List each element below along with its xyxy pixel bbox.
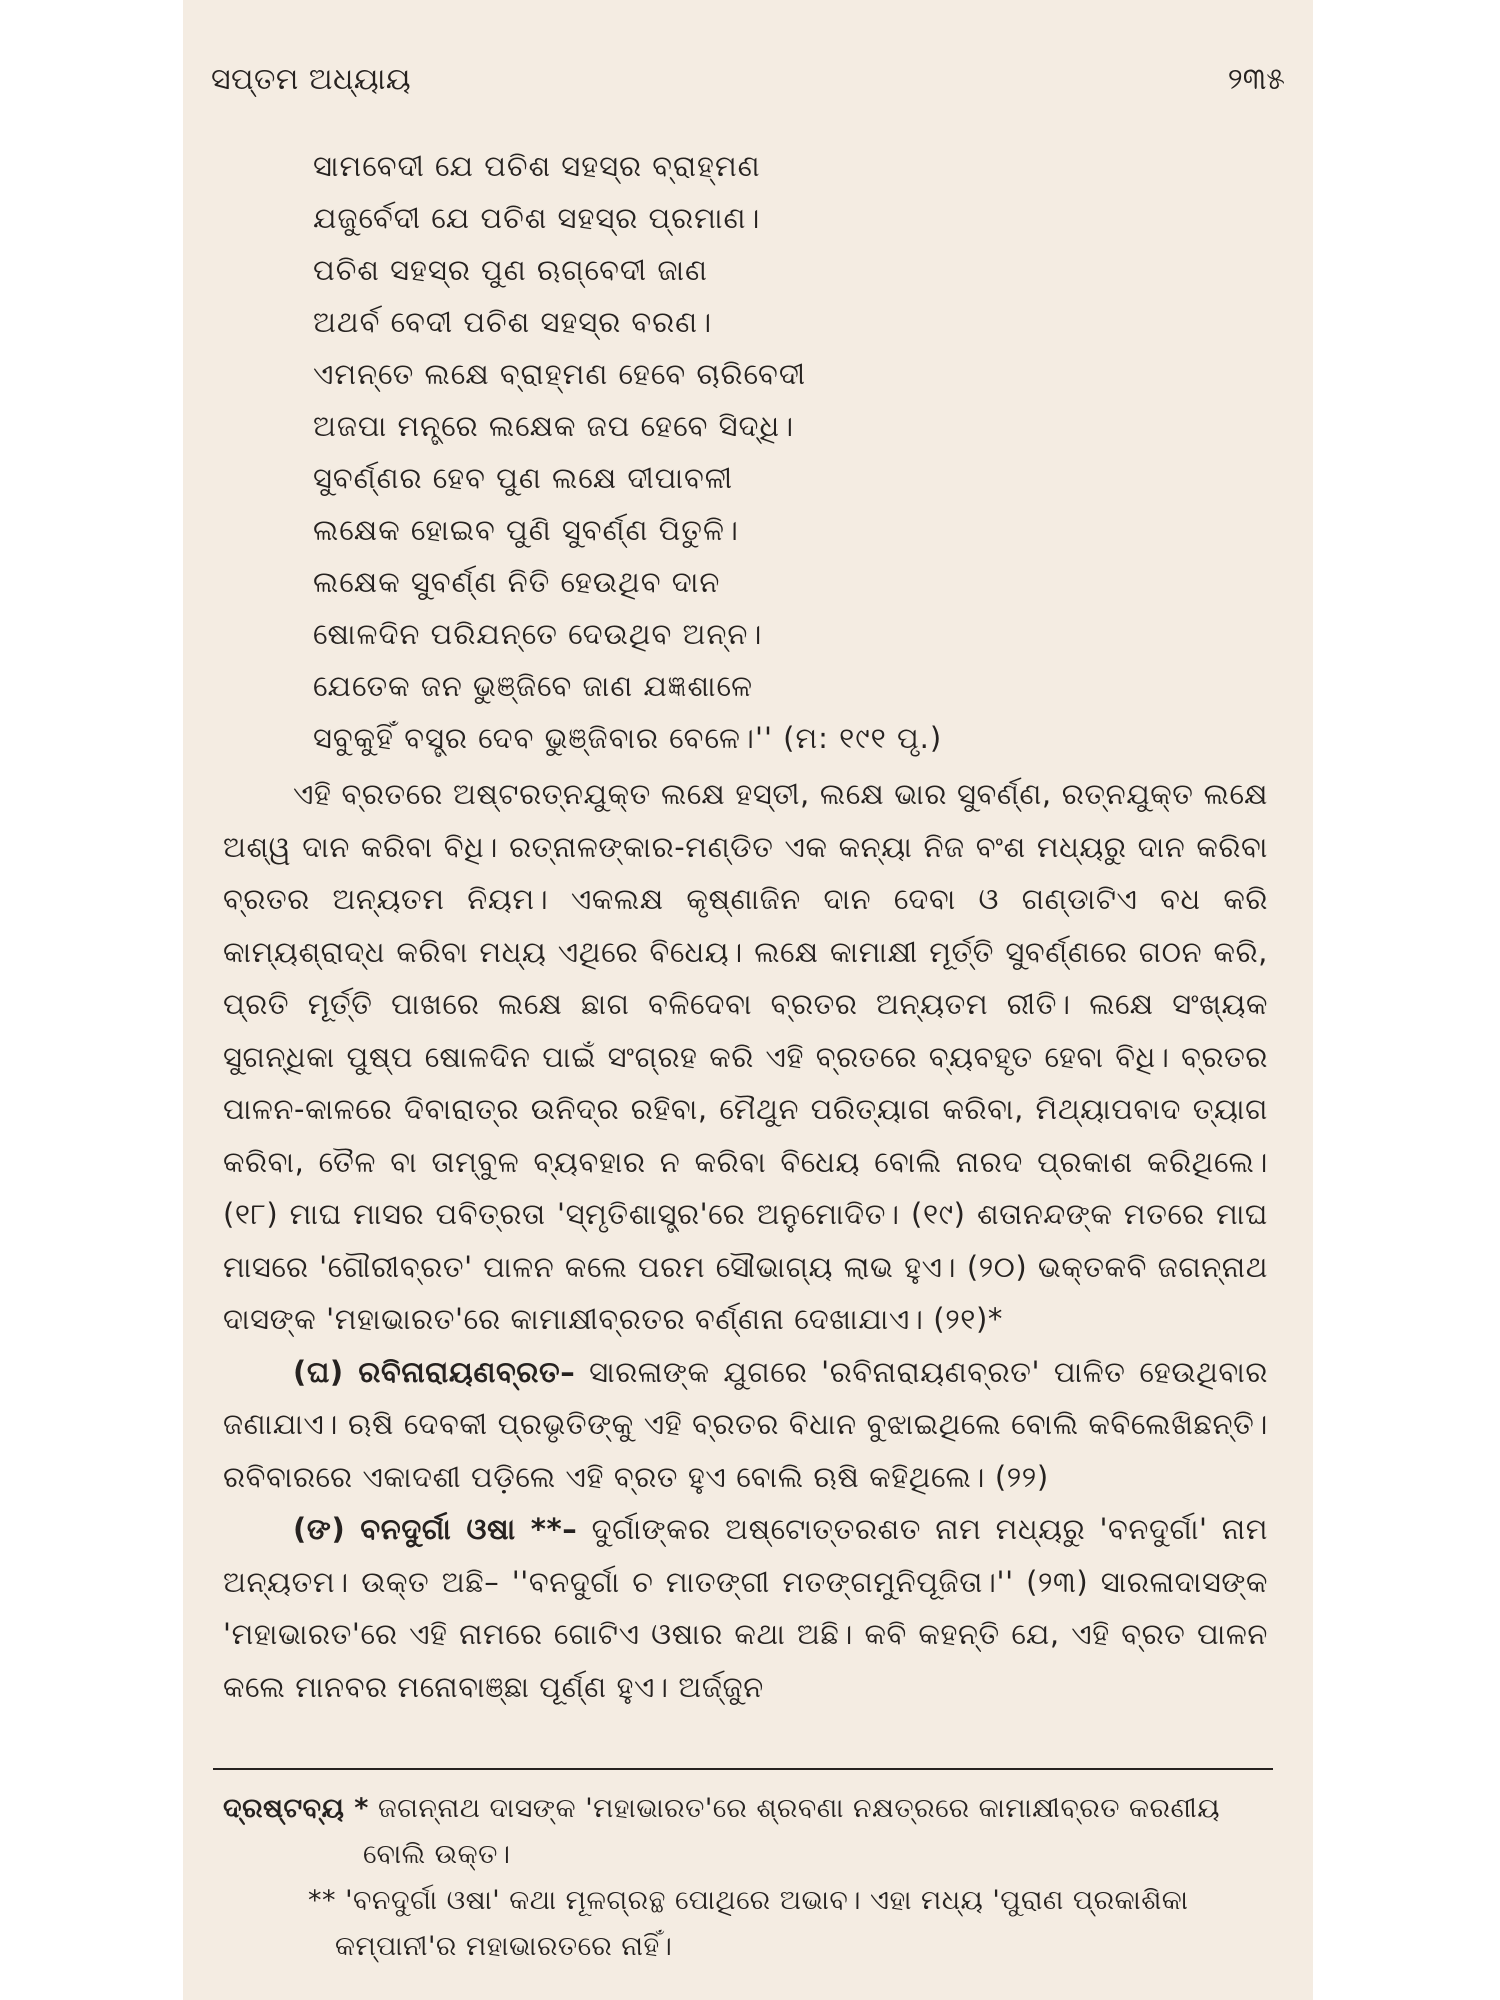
verse-block [313,140,1273,764]
verse-line: ସାମବେଦୀ ଯେ ପଚିଶ ସହସ୍ର ବ୍ରାହ୍ମଣ [313,149,761,183]
footnotes [223,1786,1268,1970]
verse-line: ସବୁକୁହିଁ ବସ୍ତ୍ର ଦେବ ଭୁଞ୍ଜିବାର ବେଳେ।'' (ମ: ୧୯୧ ପୃ.) [313,721,943,755]
footnote-text: ଜଗନ୍ନାଥ ଦାସଙ୍କ 'ମହାଭାରତ'ରେ ଶ୍ରବଣା ନକ୍ଷତ୍ରରେ କାମାକ୍ଷୀବ୍ରତ କରଣୀୟ [377,1793,1221,1824]
paragraph-text: ସାରଳାଙ୍କ ଯୁଗରେ 'ରବିନାରାୟଣବ୍ରତ' ପାଳିତ ହେଉଥିବାର ଜଣାଯାଏ। ଋଷି ଦେବକୀ ପ୍ରଭୃତିଙ୍କୁ ଏହି ବ୍ରତର ବିଧାନ ବୁଝାଇଥିଲେ ବୋଲି କବିଲେଖିଛନ୍ତି। ରବିବାରରେ ଏକାଦଶୀ ପଡ଼ିଲେ ଏହି ବ୍ରତ ହୁଏ ବୋଲି ଋଷି କହିଥିଲେ। (୨୨) [223,1354,1268,1494]
paragraph-rabinarayana-vrata [223,1346,1268,1504]
footnote-label: ଦ୍ରଷ୍ଟବ୍ୟ * [223,1793,369,1824]
verse-line: ଅଜପା ମନ୍ତ୍ରେ ଲକ୍ଷେକ ଜପ ହେବେ ସିଦ୍ଧି। [313,409,795,443]
page-header [183,62,1313,122]
verse-line: ସୁବର୍ଣ୍ଣର ହେବ ପୁଣ ଲକ୍ଷେ ଦୀପାବଳୀ [313,461,734,495]
footnote-1 [223,1786,1268,1832]
page-number: ୨୩୫ [1227,62,1285,97]
paragraph-text: ଦୁର୍ଗାଙ୍କର ଅଷ୍ଟୋତ୍ତରଶତ ନାମ ମଧ୍ୟରୁ 'ବନଦୁର୍ଗା' ନାମ ଅନ୍ୟତମ। ଉକ୍ତ ଅଛି– ''ବନଦୁର୍ଗା ଚ ମାତଙ୍ଗୀ ମତଙ୍ଗମୁନିପୂଜିତା।'' (୨୩) ସାରଳାଦାସଙ୍କ 'ମହାଭାରତ'ରେ ଏହି ନାମରେ ଗୋଟିଏ ଓଷାର କଥା ଅଛି। କବି କହନ୍ତି ଯେ, ଏହି ବ୍ରତ ପାଳନ କଲେ ମାନବର ମନୋବାଞ୍ଛା ପୂର୍ଣ୍ଣ ହୁଏ। ଅର୍ଜ୍ଜୁନ [223,1512,1269,1704]
footnote-divider [213,1768,1273,1770]
book-page [183,0,1313,2000]
verse-line: ଏମନ୍ତେ ଲକ୍ଷେ ବ୍ରାହ୍ମଣ ହେବେ ଚାରିବେଦୀ [313,357,807,391]
chapter-title: ସପ୍ତମ ଅଧ୍ୟାୟ [211,62,412,97]
footnote-2: ** 'ବନଦୁର୍ଗା ଓଷା' କଥା ମୂଳଗ୍ରନ୍ଥ ପୋଥିରେ ଅଭାବ। ଏହା ମଧ୍ୟ 'ପୁରାଣ ପ୍ରକାଶିକା [308,1885,1189,1916]
paragraph-banadurga-osha [223,1503,1268,1713]
body-text [223,768,1268,1713]
section-heading-nga: (ଙ) ବନଦୁର୍ଗା ଓଷା **– [293,1512,578,1546]
footnote-2-continued: କମ୍ପାନୀ'ର ମହାଭାରତରେ ନାହିଁ। [335,1931,673,1962]
paragraph-kamakshi-vrata: ଏହି ବ୍ରତରେ ଅଷ୍ଟରତ୍ନଯୁକ୍ତ ଲକ୍ଷେ ହସ୍ତୀ, ଲକ୍ଷେ ଭାର ସୁବର୍ଣ୍ଣ, ରତ୍ନଯୁକ୍ତ ଲକ୍ଷେ ଅଶ୍ୱ ଦାନ କରିବା ବିଧି। ରତ୍ନାଳଙ୍କାର-ମଣ୍ଡିତ ଏକ କନ୍ୟା ନିଜ ବଂଶ ମଧ୍ୟରୁ ଦାନ କରିବା ବ୍ରତର ଅନ୍ୟତମ ନିୟମ। ଏକଲକ୍ଷ କୃଷ୍ଣାଜିନ ଦାନ ଦେବା ଓ ଗଣ୍ଡାଟିଏ ବଧ କରି କାମ୍ୟଶ୍ରାଦ୍ଧ କରିବା ମଧ୍ୟ ଏଥିରେ ବିଧେୟ। ଲକ୍ଷେ କାମାକ୍ଷୀ ମୂର୍ତ୍ତି ସୁବର୍ଣ୍ଣରେ ଗଠନ କରି, ପ୍ରତି ମୂର୍ତ୍ତି ପାଖରେ ଲକ୍ଷେ ଛାଗ ବଳିଦେବା ବ୍ରତର ଅନ୍ୟତମ ରୀତି। ଲକ୍ଷେ ସଂଖ୍ୟକ ସୁଗନ୍ଧିକା ପୁଷ୍ପ ଷୋଳଦିନ ପାଇଁ ସଂଗ୍ରହ କରି ଏହି ବ୍ରତରେ ବ୍ୟବହୃତ ହେବା ବିଧି। ବ୍ରତର ପାଳନ-କାଳରେ ଦିବାରାତ୍ର ଉନିଦ୍ର ରହିବା, ମୈଥୁନ ପରିତ୍ୟାଗ କରିବା, ମିଥ୍ୟାପବାଦ ତ୍ୟାଗ କରିବା, ତୈଳ ବା ତାମ୍ବୁଳ ବ୍ୟବହାର ନ କରିବା ବିଧେୟ ବୋଲି ନାରଦ ପ୍ରକାଶ କରିଥିଲେ। (୧୮) ମାଘ ମାସର ପବିତ୍ରତା 'ସ୍ମୃତିଶାସ୍ତ୍ର'ରେ ଅନୁମୋଦିତ। (୧୯) ଶତାନନ୍ଦଙ୍କ ମତରେ ମାଘ ମାସରେ 'ଗୌରୀବ୍ରତ' ପାଳନ କଲେ ପରମ ସୌଭାଗ୍ୟ ଲାଭ ହୁଏ। (୨୦) ଭକ୍ତକବି ଜଗନ୍ନାଥ ଦାସଙ୍କ 'ମହାଭାରତ'ରେ କାମାକ୍ଷୀବ୍ରତର ବର୍ଣ୍ଣନା ଦେଖାଯାଏ। (୨୧)* [223,777,1268,1336]
verse-line: ଷୋଳଦିନ ପରିଯନ୍ତେ ଦେଉଥିବ ଅନ୍ନ। [313,617,763,651]
section-heading-gha: (ଘ) ରବିନାରାୟଣବ୍ରତ– [293,1354,576,1389]
verse-line: ଅଥର୍ବ ବେଦୀ ପଚିଶ ସହସ୍ର ବରଣ। [313,305,713,339]
verse-line: ଯଜୁର୍ବେଦୀ ଯେ ପଚିଶ ସହସ୍ର ପ୍ରମାଣ। [313,201,761,235]
verse-line: ଯେତେକ ଜନ ଭୁଞ୍ଜିବେ ଜାଣ ଯଜ୍ଞଶାଳେ [313,669,754,703]
verse-line: ଲକ୍ଷେକ ହୋଇବ ପୁଣି ସୁବର୍ଣ୍ଣ ପିତୁଳି। [313,513,739,547]
footnote-1-continued: ବୋଲି ଉକ୍ତ। [363,1839,511,1870]
verse-line: ଲକ୍ଷେକ ସୁବର୍ଣ୍ଣ ନିତି ହେଉଥିବ ଦାନ [313,565,721,599]
verse-line: ପଚିଶ ସହସ୍ର ପୁଣ ଋଗ୍‌ବେଦୀ ଜାଣ [313,253,708,287]
